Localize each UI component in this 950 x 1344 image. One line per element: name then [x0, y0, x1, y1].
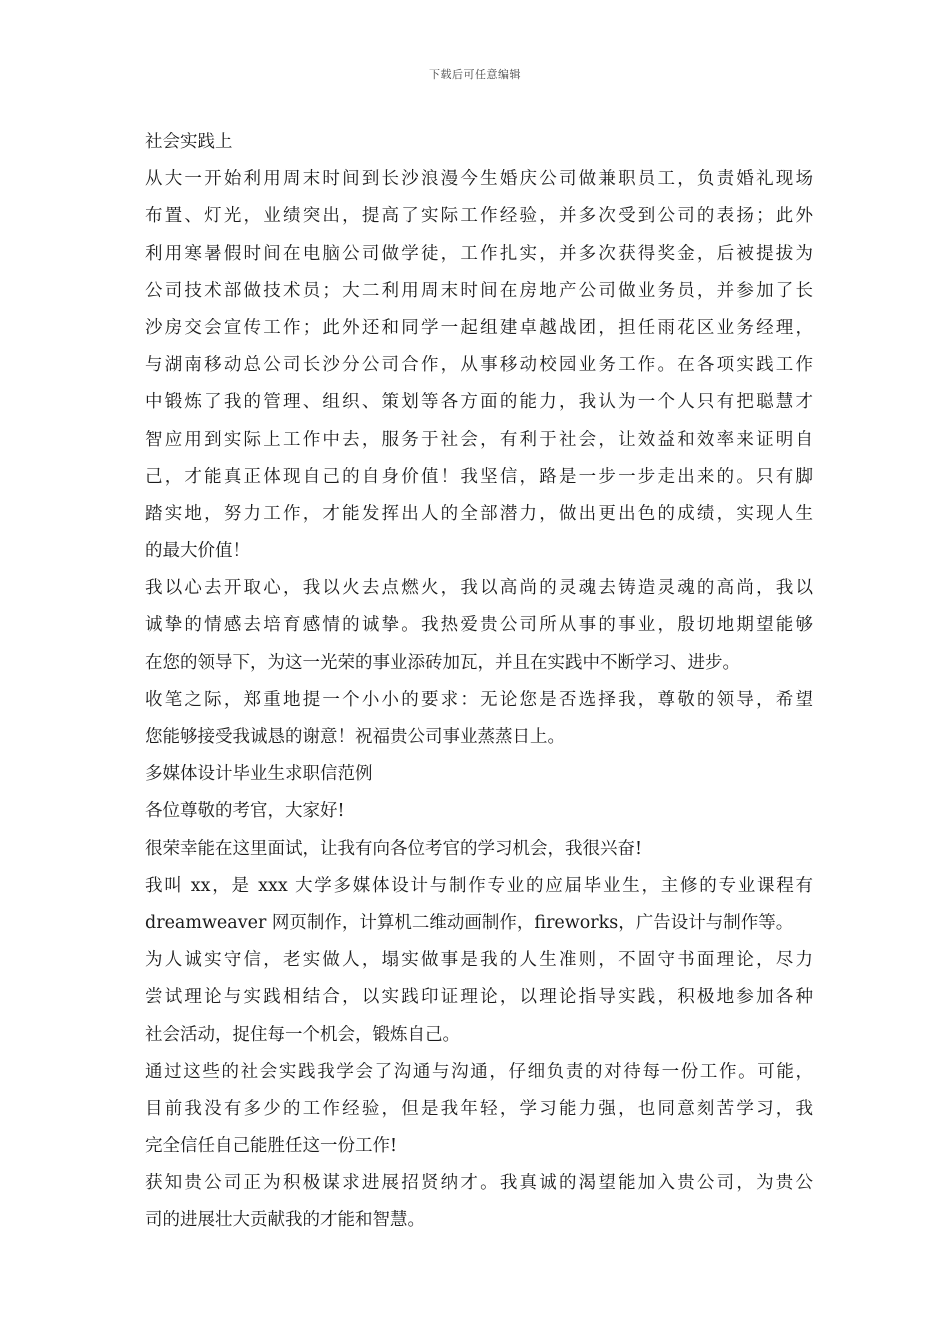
- text-line: 多媒体设计毕业生求职信范例: [145, 764, 373, 785]
- text-line: 中锻炼了我的管理、组织、策划等各方面的能力，我认为一个人只有把聪慧才: [145, 392, 813, 413]
- text-line: 从大一开始利用周末时间到长沙浪漫今生婚庆公司做兼职员工，负责婚礼现场: [145, 169, 813, 190]
- text-line: 的最大价值！: [145, 541, 250, 562]
- page-header: 下载后可任意编辑: [429, 68, 521, 81]
- text-line: 完全信任自己能胜任这一份工作!: [145, 1136, 398, 1157]
- text-line: 获知贵公司正为积极谋求进展招贤纳才。我真诚的渴望能加入贵公司，为贵公: [145, 1173, 813, 1194]
- text-line: 很荣幸能在这里面试，让我有向各位考官的学习机会，我很兴奋!: [145, 838, 643, 859]
- text-line: 我以心去开取心，我以火去点燃火，我以高尚的灵魂去铸造灵魂的高尚，我以: [145, 578, 813, 599]
- text-line: 司的进展壮大贡献我的才能和智慧。: [145, 1210, 425, 1231]
- text-line: 布置、灯光，业绩突出，提高了实际工作经验，并多次受到公司的表扬；此外: [145, 206, 813, 227]
- text-line: 诚挚的情感去培育感情的诚挚。我热爱贵公司所从事的事业，殷切地期望能够: [145, 615, 813, 636]
- text-line: 与湖南移动总公司长沙分公司合作，从事移动校园业务工作。在各项实践工作: [145, 355, 813, 376]
- text-line: 社会实践上: [145, 132, 233, 152]
- text-line: 为人诚实守信，老实做人，塌实做事是我的人生准则，不固守书面理论，尽力: [145, 950, 813, 971]
- text-line: 我叫 xx，是 xxx 大学多媒体设计与制作专业的应届毕业生，主修的专业课程有: [145, 875, 813, 896]
- text-line: 通过这些的社会实践我学会了沟通与沟通，仔细负责的对待每一份工作。可能，: [145, 1061, 813, 1082]
- text-line: 己，才能真正体现自己的自身价值！我坚信，路是一步一步走出来的。只有脚: [145, 466, 813, 487]
- text-line: 踏实地，努力工作，才能发挥出人的全部潜力，做出更出色的成绩，实现人生: [145, 503, 813, 524]
- text-line: 利用寒暑假时间在电脑公司做学徒，工作扎实，并多次获得奖金，后被提拔为: [145, 243, 813, 264]
- text-line: 尝试理论与实践相结合，以实践印证理论，以理论指导实践，积极地参加各种: [145, 987, 813, 1008]
- text-line: 智应用到实际上工作中去，服务于社会，有利于社会，让效益和效率来证明自: [145, 429, 813, 450]
- text-line: 您能够接受我诚恳的谢意！祝福贵公司事业蒸蒸日上。: [145, 727, 565, 747]
- document-body: [145, 124, 813, 1240]
- text-line: 各位尊敬的考官，大家好!: [145, 801, 345, 822]
- text-line: 收笔之际，郑重地提一个小小的要求：无论您是否选择我，尊敬的领导，希望: [145, 689, 813, 710]
- text-line: dreamweaver 网页制作，计算机二维动画制作，fireworks，广告设计与制作等。: [145, 912, 794, 933]
- text-line: 在您的领导下，为这一光荣的事业添砖加瓦，并且在实践中不断学习、进步。: [145, 652, 740, 673]
- text-line: 沙房交会宣传工作；此外还和同学一起组建卓越战团，担任雨花区业务经理，: [145, 317, 813, 338]
- text-line: 目前我没有多少的工作经验，但是我年轻，学习能力强，也同意刻苦学习，我: [145, 1098, 813, 1119]
- text-line: 公司技术部做技术员；大二利用周末时间在房地产公司做业务员，并参加了长: [145, 280, 813, 301]
- text-line: 社会活动，捉住每一个机会，锻炼自己。: [145, 1024, 460, 1045]
